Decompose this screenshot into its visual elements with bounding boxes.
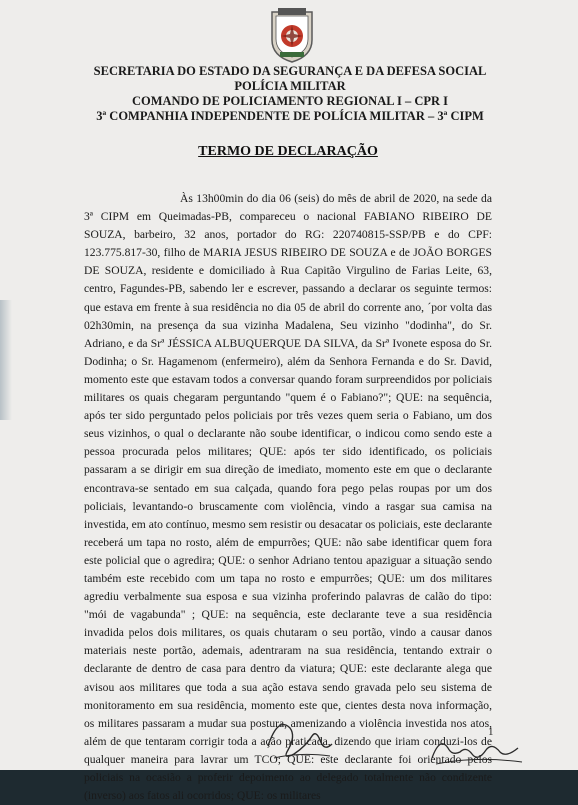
signature-right-icon xyxy=(426,728,526,770)
police-emblem-icon xyxy=(268,6,316,64)
declaration-paragraph: Às 13h00min do dia 06 (seis) do mês de abril de 2020, na sede da 3ª CIPM em Queimadas-PB, compareceu o nacional FABIANO RIBEIRO DE SOUZA, barbeiro, 32 anos, portador do RG: 220740815-SSP/PB e do CPF: 123.775.817-30, filho de MARIA JESUS RIBEIRO DE SOUZA e de JOÃO BORGES DE SOUZA, residente e domiciliado à Rua Capitão Virgulino de Farias Leite, 63, centro, Fagundes-PB, sabendo ler e escrever, passando a declarar os seguinte termos: que estava em frente à sua residência no dia 05 de abril do corrente ano, ´por volta das 02h30min, na presença da sua vizinha Madalena, Seu vizinho "dodinha", do Sr. Adriano, e da Srª JÉSSICA ALBUQUERQUE DA SILVA, da Srª Ivonete esposa do Sr. Dodinha; o Sr. Hagamenom (enfermeiro), além da Senhora Fernanda e do Sr. David, momento este que estavam todos a conversar quando foram surpreendidos por policiais militares os quais chegaram perguntando "quem é o Fabiano?"; QUE: na sequência, após ter sido perguntado pelos policiais por três vezes quem seria o Fabiano, um dos seus vizinhos, o qual o declarante não soube identificar, o indicou como sendo este a pessoa procurada pelos militares; QUE: após ter sido identificado, os policiais passaram a se dirigir em sua direção de imediato, momento este em que o declarante encontrava-se sentado em sua calçada, quando fora pego pelas roupas por um dos policiais, levantando-o bruscamente com violência, vindo a rasgar sua camisa na investida, em ato contínuo, mesmo sem resistir ou desacatar os policiais, este declarante receberá um tapa no rosto, além de empurrões; QUE: não sabe identificar quem fora este policial que o agredira; QUE: o senhor Adriano tentou apaziguar a situação sendo também este recebido com um tapa no rosto e empurrões; QUE: um dos militares agrediu verbalmente sua esposa e sua vizinha proferindo palavras de calão do tipo: "mói de vagabunda" ; QUE: na sequência, este declarante teve a sua residência invadida pelos dois militares, os quais chutaram o seu portão, vindo a causar danos materiais neste portão, ademais, adentraram na sua residência, tentando extrair o declarante de dentro de casa para dentro da viatura; QUE: este declarante alega que avisou aos militares que toda a sua ação estava sendo gravada pelo seu sistema de monitoramento em sua residência, momento este que, cientes desta nova informação, os militares passaram a mudar sua postura, amenizando a violência investida nos atos, além de que tentaram corrigir toda a ação praticada, dizendo que iriam conduzi-los de qualquer maneira para lavrar um TCO; QUE: este declarante foi orientado pelos policiais na ocasião a proferir depoimento ao delegado totalmente não condizente (inverso) aos fatos ali ocorridos; QUE: os militares xyxy=(84,192,492,803)
header-secretaria: SECRETARIA DO ESTADO DA SEGURANÇA E DA DEFESA SOCIAL xyxy=(93,64,487,78)
header-comando: COMANDO DE POLICIAMENTO REGIONAL I – CPR I xyxy=(131,94,449,108)
document-title: TERMO DE DECLARAÇÃO xyxy=(198,144,378,159)
page-number: 1 xyxy=(488,726,494,738)
signature-left-icon xyxy=(260,706,340,766)
page-shadow xyxy=(0,300,12,420)
header-companhia: 3ª COMPANHIA INDEPENDENTE DE POLÍCIA MILITAR – 3ª CIPM xyxy=(96,109,484,123)
header-policia-militar: POLÍCIA MILITAR xyxy=(234,79,346,93)
